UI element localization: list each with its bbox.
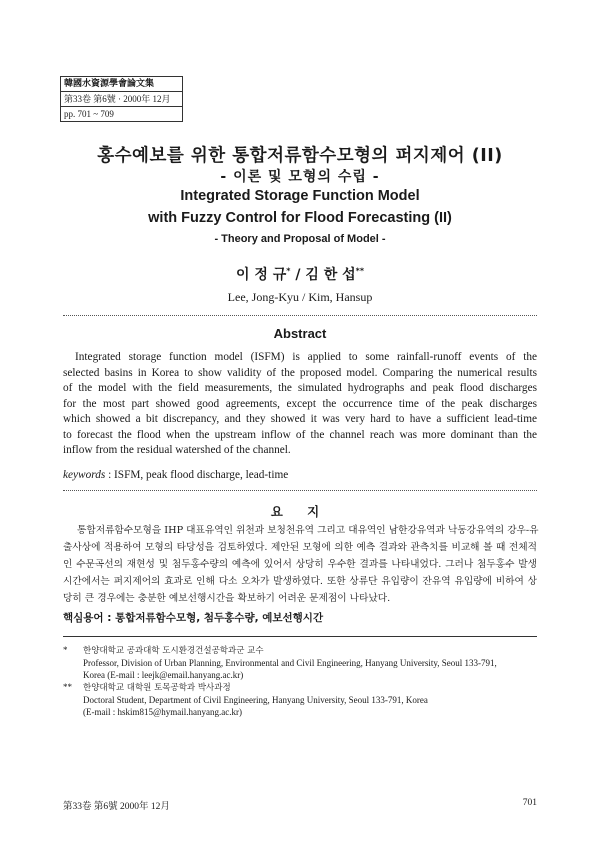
- author-a-mark: *: [286, 266, 291, 276]
- footnote-line: (E-mail : hskim815@hymail.hanyang.ac.kr): [83, 707, 242, 717]
- abstract-line: to forecast the flood when the upstream inflow of the channel reach was more dominant than the: [63, 428, 537, 441]
- footnote-mark: *: [63, 645, 68, 655]
- abstract-line: which showed a bit discrepancy, and they showed it was very hard to have a sufficient lead-time: [63, 413, 537, 425]
- abstract-line: inflow from the residual watershed of the channel.: [63, 444, 291, 456]
- yoji-line: 당히 큰 경우에는 충분한 예보선행시간을 확보하기 어려운 문제점이 나타났다.: [63, 593, 391, 604]
- footnote-rule: [63, 636, 537, 637]
- keywords-text: : ISFM, peak flood discharge, lead-time: [105, 469, 289, 481]
- journal-pages: pp. 701 ~ 709: [61, 106, 182, 121]
- footnote-1: [63, 644, 497, 681]
- divider: [63, 490, 537, 491]
- footnote-line: Doctoral Student, Department of Civil Engineering, Hanyang University, Seoul 133-791, Korea: [83, 695, 428, 705]
- footer-journal: 第33卷 第6號 2000年 12月: [63, 802, 170, 812]
- authors-korean: [0, 264, 600, 284]
- abstract-keywords: [63, 469, 288, 481]
- keywords-label: keywords: [63, 469, 106, 481]
- abstract-line: of the model with the field measurements, the simulated hydrographs and peak flood discharges: [63, 382, 537, 394]
- yoji-line: 통합저류함수모형을 IHP 대표유역인 위천과 보청천유역 그리고 대유역인 남한강유역과 낙동강유역의 강우-유: [77, 525, 539, 536]
- author-separator: /: [295, 267, 301, 283]
- author-b-mark: **: [355, 266, 365, 276]
- yoji-heading: 요 지: [270, 504, 330, 519]
- abstract-line: Integrated storage function model (ISFM) is applied to some rainfall-runoff events of the: [75, 351, 537, 363]
- abstract-line: selected basins in Korea to show validity of the proposed model. Comparing the numerical results: [63, 366, 537, 379]
- abstract-heading: Abstract: [273, 326, 327, 341]
- yoji-body: [63, 522, 537, 607]
- divider: [63, 315, 537, 316]
- yoji-keywords: 핵심용어 : 통합저류함수모형, 첨두홍수량, 예보선행시간: [63, 612, 324, 624]
- english-title-line1: Integrated Storage Function Model: [180, 188, 420, 204]
- footnote-line: Professor, Division of Urban Planning, Environmental and Civil Engineering, Hanyang University, Seoul 133-791,: [83, 658, 497, 668]
- yoji-line: 시간에서는 퍼지제어의 효과로 인해 다소 오차가 발생하였다. 또한 상류단 유입량이 잔유역 유입량에 비하여 상: [63, 576, 537, 587]
- english-subtitle: - Theory and Proposal of Model -: [214, 233, 386, 245]
- footnote-line: Korea (E-mail : leejk@email.hanyang.ac.kr): [83, 670, 244, 680]
- authors-english: Lee, Jong-Kyu / Kim, Hansup: [227, 290, 373, 304]
- korean-subtitle: - 이론 및 모형의 수립 -: [220, 169, 380, 185]
- yoji-line: 인 수문곡선의 재현성 및 첨두홍수량의 예측에 있어서 상당히 우수한 결과를 나타내었다. 그러나 첨두홍수 발생: [63, 559, 537, 570]
- english-title-line2: with Fuzzy Control for Flood Forecasting (II): [148, 210, 452, 226]
- footnote-korean: 한양대학교 공과대학 도시환경건설공학과군 교수: [83, 646, 264, 656]
- author-a-korean: 이 정 규: [235, 267, 287, 283]
- abstract-line: for the most part showed good agreements, except the occurrence time of the peak discharges: [63, 397, 537, 410]
- journal-info-box: [60, 76, 183, 122]
- korean-title: 홍수예보를 위한 통합저류함수모형의 퍼지제어 (II): [97, 146, 503, 166]
- abstract-body: [63, 350, 537, 459]
- journal-volume: 第33卷 第6號 · 2000年 12月: [61, 91, 182, 106]
- footnote-mark: **: [63, 682, 72, 692]
- footnote-korean: 한양대학교 대학원 토목공학과 박사과정: [83, 683, 231, 693]
- journal-name: 韓國水資源學會論文集: [64, 79, 155, 89]
- author-b-korean: 김 한 섭: [305, 267, 356, 283]
- yoji-line: 출사상에 적용하여 모형의 타당성을 검토하였다. 제안된 모형에 의한 예측 결과와 관측치를 비교해 볼 때 전체적: [63, 542, 537, 553]
- footnote-2: [63, 681, 428, 718]
- page-number: 701: [522, 798, 537, 808]
